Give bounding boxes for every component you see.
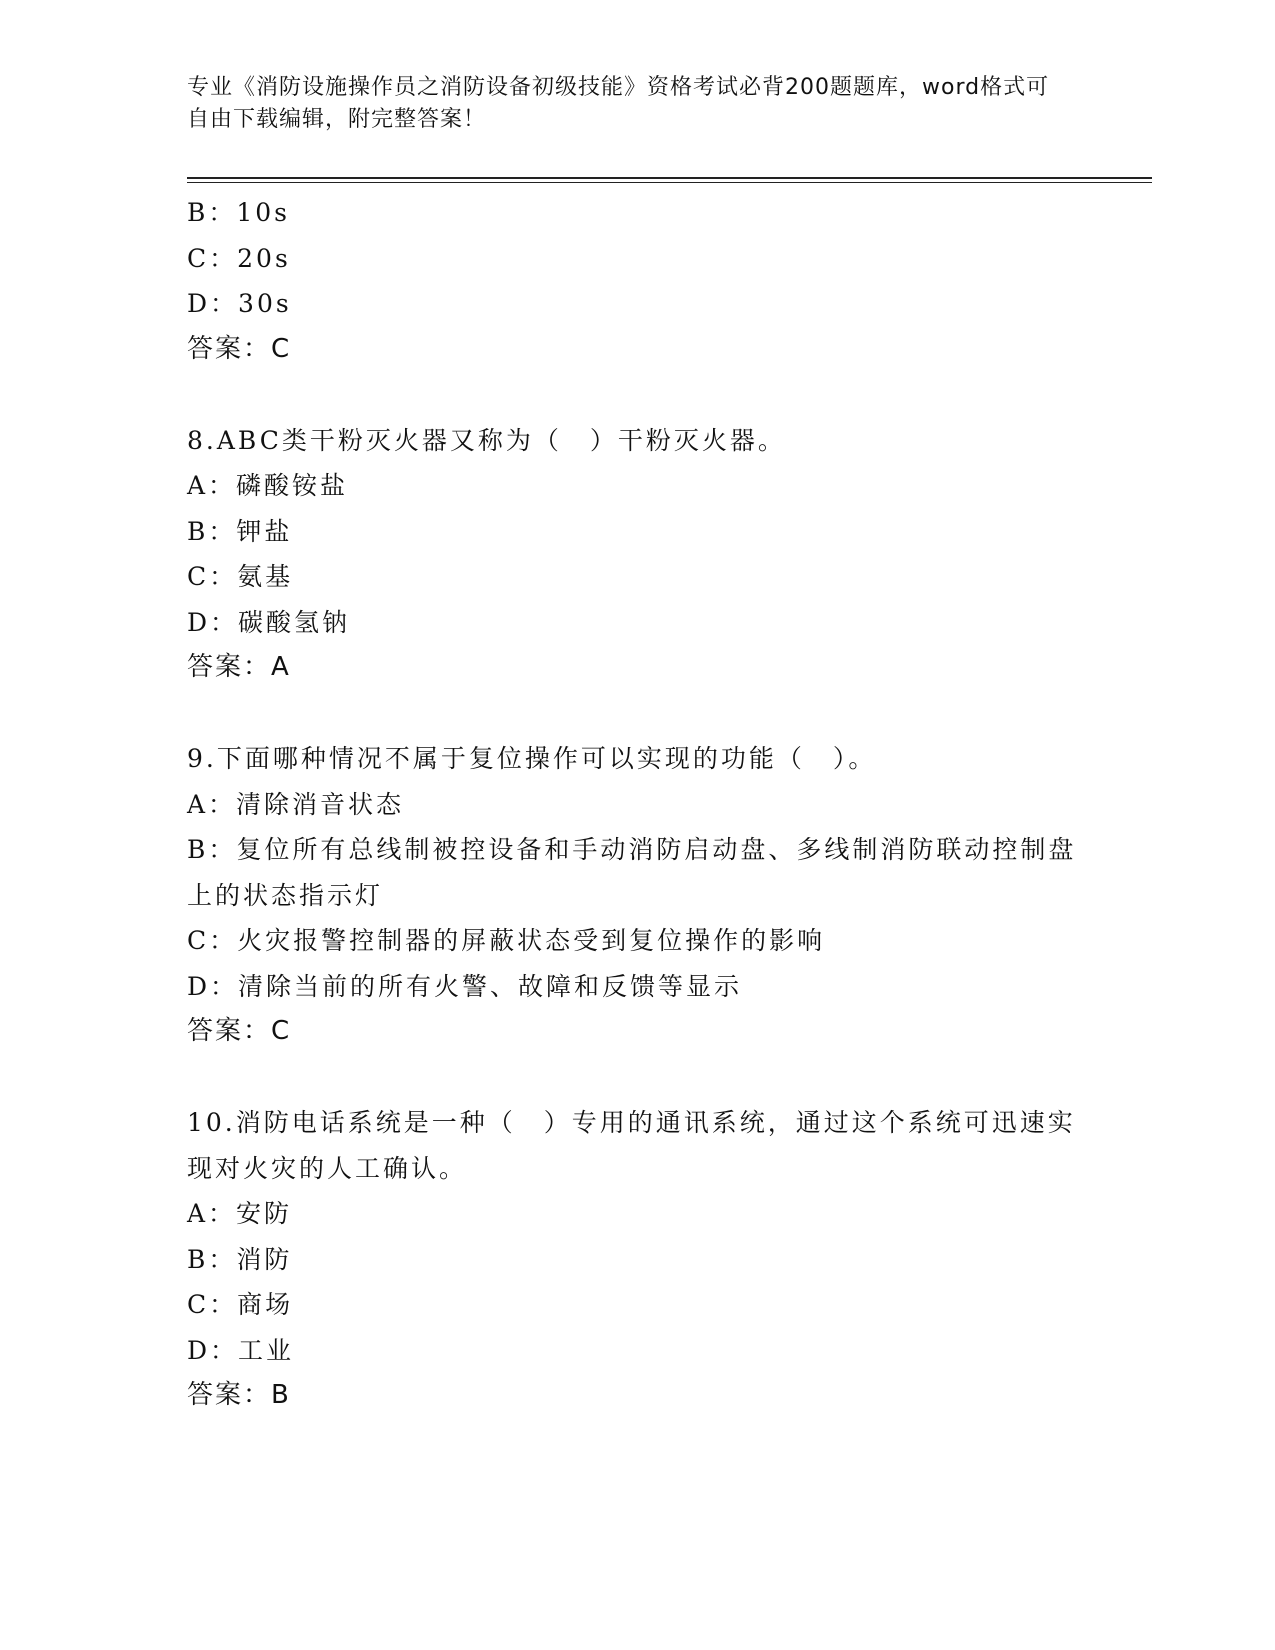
header-divider-thin xyxy=(187,182,1152,183)
option-c: C：氨基 xyxy=(187,562,294,591)
option-a: A：安防 xyxy=(187,1199,293,1228)
option-a: A：磷酸铵盐 xyxy=(187,471,349,500)
document-header: 专业《消防设施操作员之消防设备初级技能》资格考试必背200题题库，word格式可自由下载编辑，附完整答案！ xyxy=(187,75,1050,132)
question-list xyxy=(187,190,1077,1419)
option-c: C：火灾报警控制器的屏蔽状态受到复位操作的影响 xyxy=(187,926,826,955)
question-stem: 8.ABC类干粉灭火器又称为（ ）干粉灭火器。 xyxy=(187,425,786,455)
option-d: D：清除当前的所有火警、故障和反馈等显示 xyxy=(187,971,743,1001)
question-10 xyxy=(187,1100,1077,1419)
option-c: C：商场 xyxy=(187,1290,294,1319)
question-7-continuation xyxy=(187,190,1077,372)
question-8 xyxy=(187,418,1077,691)
answer-line: 答案：C xyxy=(187,1016,292,1046)
option-d: D：碳酸氢钠 xyxy=(187,607,351,637)
question-stem: 9.下面哪种情况不属于复位操作可以实现的功能（ ）。 xyxy=(187,744,877,773)
answer-line: 答案：B xyxy=(187,1380,291,1410)
spacer xyxy=(187,1055,1077,1101)
spacer xyxy=(187,691,1077,737)
option-d: D：工业 xyxy=(187,1335,295,1365)
question-stem: 10.消防电话系统是一种（ ）专用的通讯系统，通过这个系统可迅速实现对火灾的人工确认。 xyxy=(187,1108,1076,1183)
option-b: B：10s xyxy=(187,198,291,227)
question-9 xyxy=(187,736,1077,1055)
option-c: C：20s xyxy=(187,243,291,273)
option-b: B：复位所有总线制被控设备和手动消防启动盘、多线制消防联动控制盘上的状态指示灯 xyxy=(187,835,1077,910)
answer-line: 答案：A xyxy=(187,652,291,682)
answer-line: 答案：C xyxy=(187,333,292,364)
spacer xyxy=(187,372,1077,418)
option-b: B：钾盐 xyxy=(187,516,293,546)
option-d: D：30s xyxy=(187,289,292,318)
option-b: B：消防 xyxy=(187,1244,293,1274)
option-a: A：清除消音状态 xyxy=(187,789,405,819)
header-divider-thick xyxy=(187,177,1152,179)
